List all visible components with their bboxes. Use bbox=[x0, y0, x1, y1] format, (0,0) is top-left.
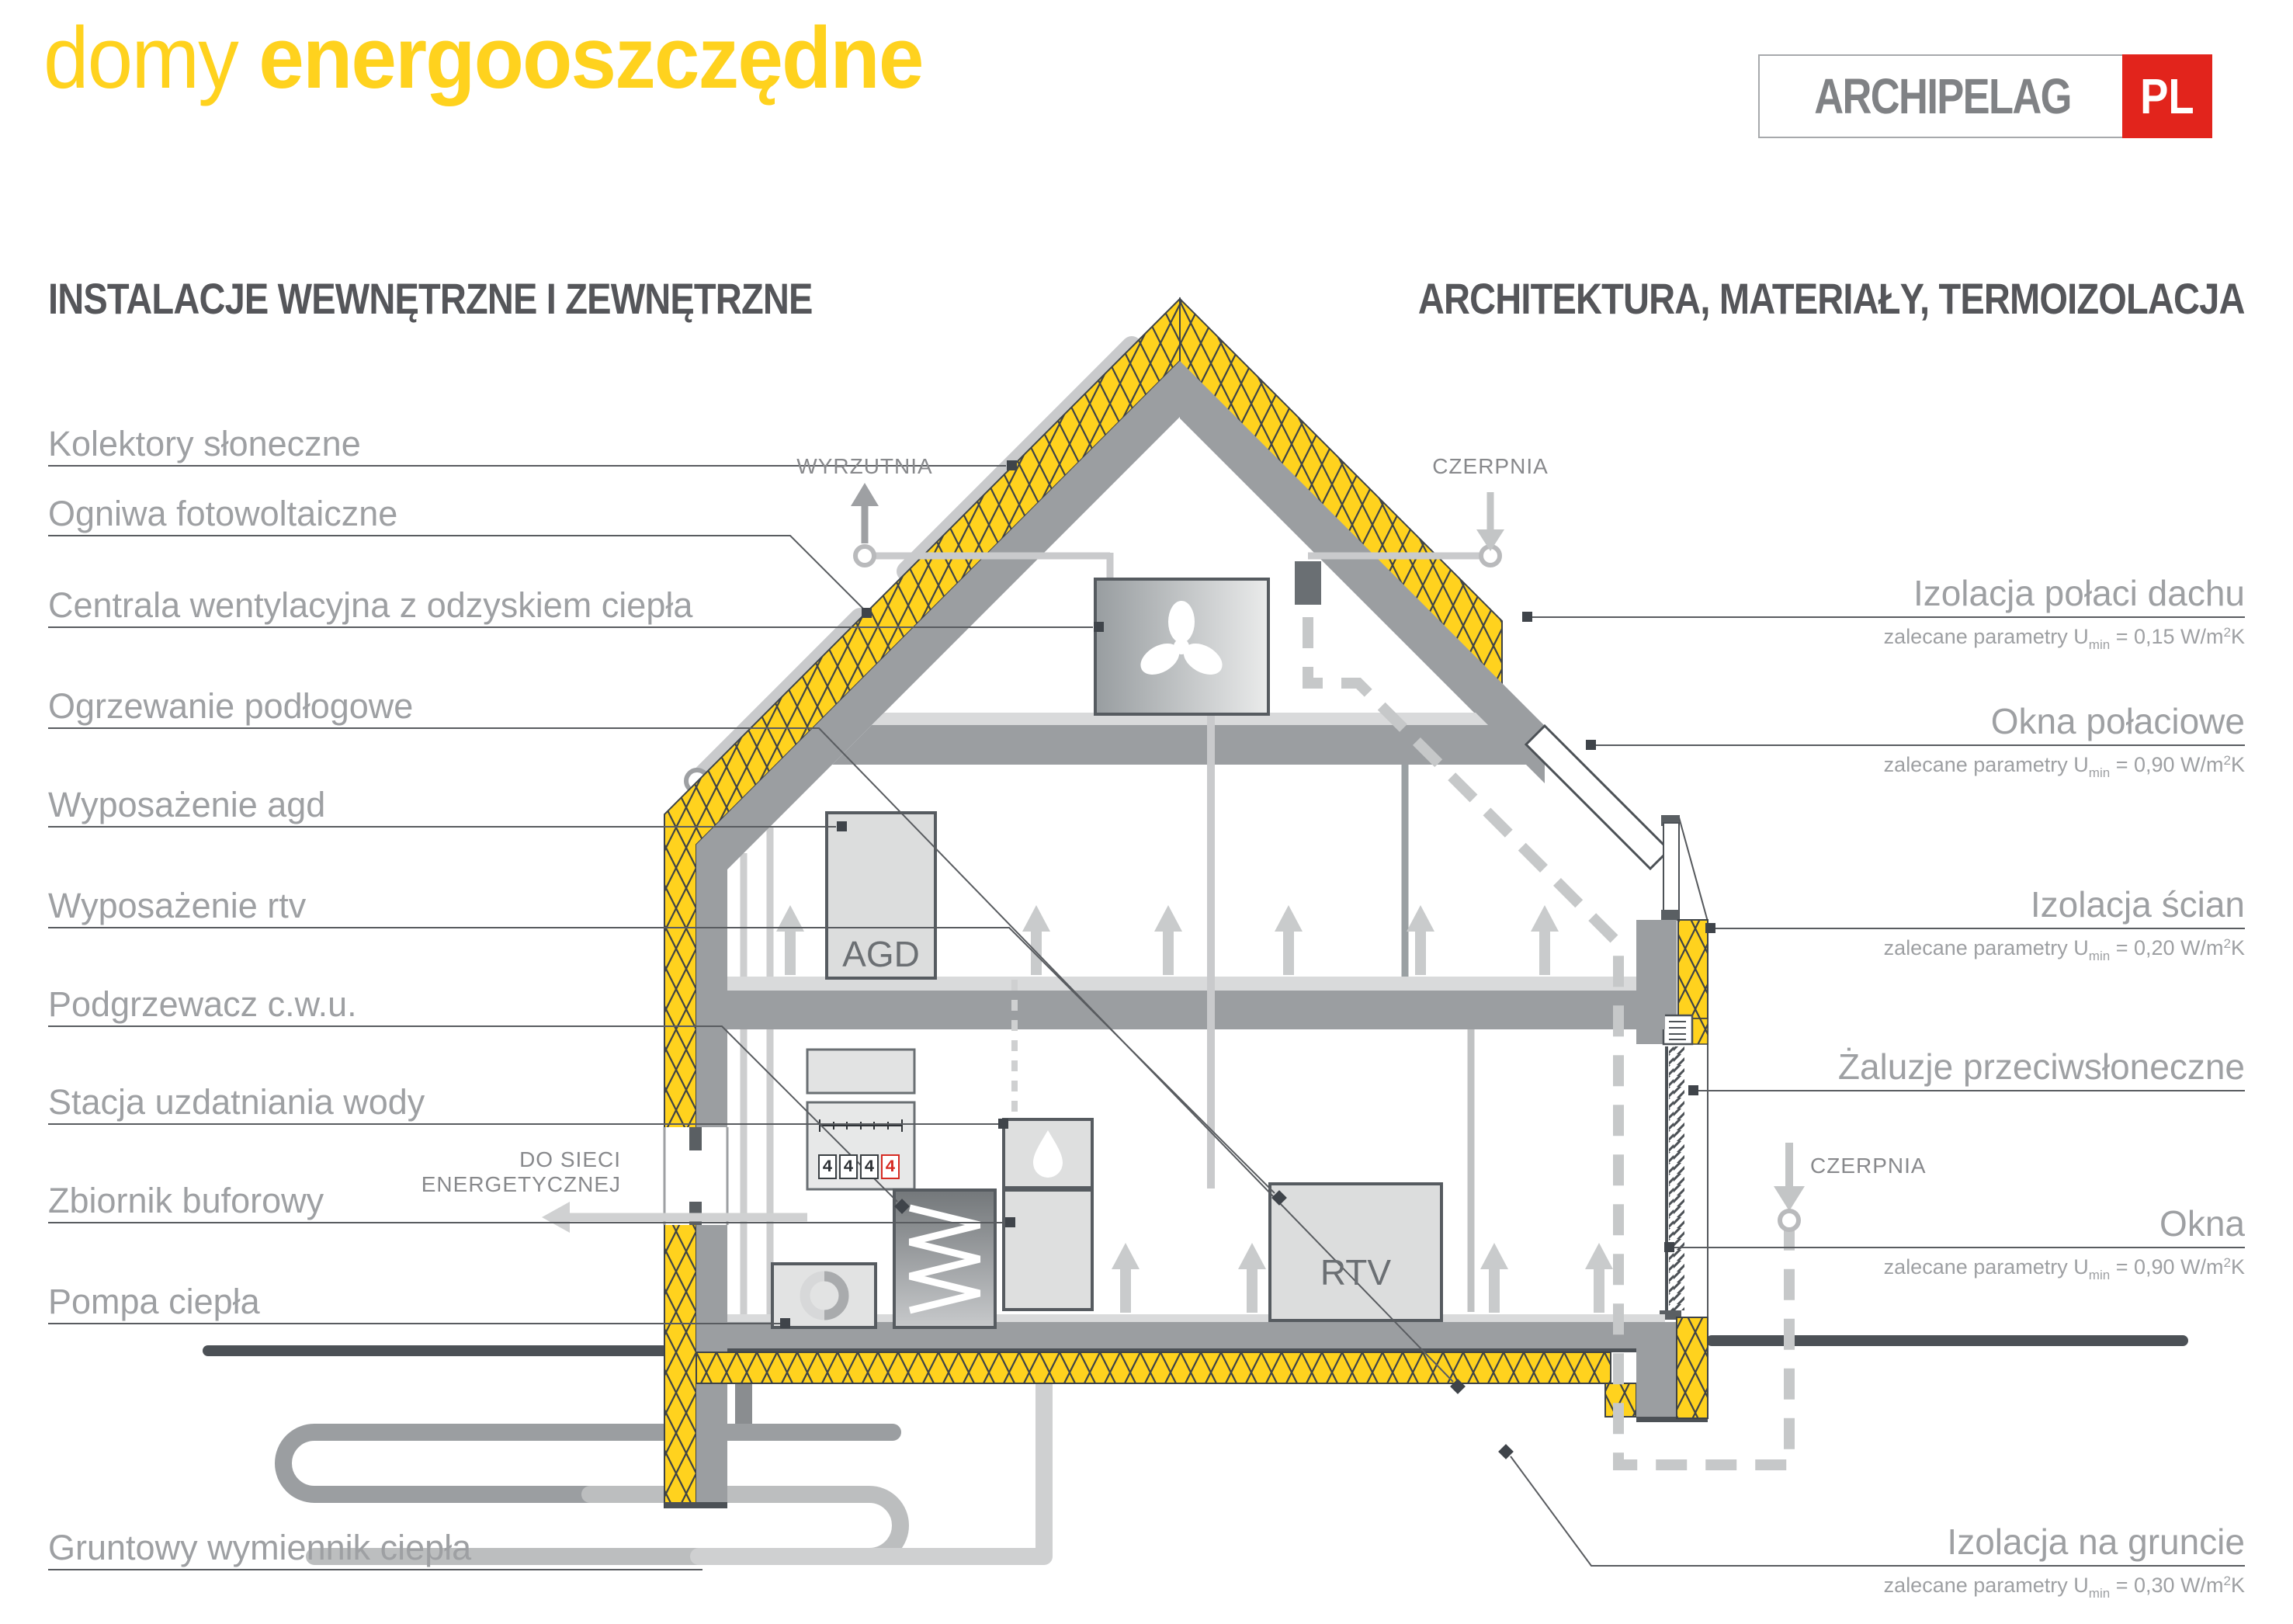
label-wall-insulation: Izolacja ścian bbox=[2030, 884, 2245, 925]
label-dhw-heater: Podgrzewacz c.w.u. bbox=[48, 984, 357, 1024]
ventilation-unit bbox=[1095, 579, 1268, 714]
archipelag-logo bbox=[1758, 54, 2212, 138]
label-agd-equipment: Wyposażenie agd bbox=[48, 785, 326, 824]
label-rtv-equipment: Wyposażenie rtv bbox=[48, 886, 307, 925]
uvalue-roof-insulation: zalecane parametry $U_{min} = 0,15$ $W/m^2K$ bbox=[1883, 625, 2245, 652]
window-frame bbox=[1661, 910, 1679, 921]
left-arrow-icon bbox=[542, 1202, 570, 1233]
down-arrow-icon bbox=[1774, 1186, 1805, 1211]
label-roof-insulation: Izolacja połaci dachu bbox=[1913, 573, 2245, 613]
agd-label: AGD bbox=[842, 934, 920, 974]
ground-intake-czerpnia bbox=[1774, 1143, 1805, 1230]
wall-footing bbox=[664, 1502, 727, 1508]
sun-blind bbox=[1660, 1015, 1692, 1320]
foundation-insulation-right bbox=[1677, 1317, 1708, 1418]
label-water-treatment: Stacja uzdatniania wody bbox=[48, 1082, 425, 1122]
facade-line bbox=[1679, 817, 1708, 921]
dhw-heater-tank bbox=[894, 1190, 995, 1327]
uvalue-wall-insulation: zalecane parametry $U_{min} = 0,20$ $W/m^2K$ bbox=[1883, 936, 2245, 963]
label-ground-heat-exchanger: Gruntowy wymiennik ciepła bbox=[48, 1528, 472, 1567]
uvalue-ground-insulation: zalecane parametry $U_{min} = 0,30$ $W/m^2K$ bbox=[1883, 1574, 2245, 1601]
rtv-label: RTV bbox=[1320, 1252, 1392, 1293]
section-heading-architecture: ARCHITEKTURA, MATERIAŁY, TERMOIZOLACJA bbox=[1418, 274, 2245, 323]
page-title bbox=[43, 8, 923, 108]
heat-pump bbox=[772, 1264, 876, 1327]
label-sun-blinds: Żaluzje przeciwsłoneczne bbox=[1837, 1046, 2245, 1087]
ground-insulation bbox=[696, 1352, 1611, 1383]
label-ground-insulation: Izolacja na gruncie bbox=[1947, 1522, 2245, 1562]
meter-digit: 4 bbox=[839, 1154, 858, 1179]
wall-insulation-right bbox=[1692, 1018, 1708, 1044]
label-heat-pump: Pompa ciepła bbox=[48, 1282, 260, 1321]
label-pv-cells: Ogniwa fotowoltaiczne bbox=[48, 494, 398, 533]
logo-pl-badge: PL bbox=[2122, 54, 2212, 138]
floor-slab bbox=[727, 991, 1665, 1029]
section-heading-installations: INSTALACJE WEWNĘTRZNE I ZEWNĘTRZNE bbox=[48, 274, 813, 323]
uvalue-windows: zalecane parametry $U_{min} = 0,90$ $W/m^2K$ bbox=[1883, 1255, 2245, 1282]
up-arrow-icon bbox=[851, 483, 879, 506]
logo-name: ARCHIPELAG bbox=[1758, 54, 2122, 138]
water-treatment-station bbox=[1004, 1119, 1092, 1188]
uvalue-roof-windows: zalecane parametry $U_{min} = 0,90$ $W/m^2K$ bbox=[1883, 753, 2245, 780]
down-arrow-icon bbox=[1476, 529, 1504, 551]
label-floor-heating: Ogrzewanie podłogowe bbox=[48, 686, 414, 726]
label-buffer-tank: Zbiornik buforowy bbox=[48, 1181, 324, 1220]
czerpnia-ground-label: CZERPNIA bbox=[1810, 1154, 1927, 1178]
roof-window bbox=[1526, 726, 1669, 869]
label-solar-collectors: Kolektory słoneczne bbox=[48, 424, 361, 463]
wall-insulation-right bbox=[1678, 920, 1708, 1018]
grid-label: DO SIECI ENERGETYCZNEJ bbox=[421, 1147, 621, 1196]
meter-digit: 4 bbox=[881, 1154, 900, 1179]
label-windows: Okna bbox=[2159, 1203, 2245, 1244]
label-roof-windows: Okna połaciowe bbox=[1990, 701, 2245, 741]
label-ventilation-unit: Centrala wentylacyjna z odzyskiem ciepła bbox=[48, 585, 693, 625]
left-wall-vent-opening bbox=[661, 1127, 730, 1225]
meter-counter bbox=[818, 1154, 900, 1179]
foundation-right bbox=[1636, 1348, 1677, 1417]
window-strip-upper bbox=[1663, 823, 1679, 920]
title-bold: energooszczędne bbox=[258, 9, 923, 106]
wyrzutnia-label: WYRZUTNIA bbox=[796, 454, 933, 478]
blind-slats-hatch bbox=[1669, 1046, 1684, 1310]
meter-digit: 4 bbox=[860, 1154, 879, 1179]
meter-digit: 4 bbox=[818, 1154, 837, 1179]
czerpnia-roof-label: CZERPNIA bbox=[1432, 454, 1549, 478]
intake-duct-stub bbox=[1295, 561, 1321, 605]
title-light: domy bbox=[43, 9, 238, 106]
buffer-tank bbox=[1004, 1190, 1092, 1310]
